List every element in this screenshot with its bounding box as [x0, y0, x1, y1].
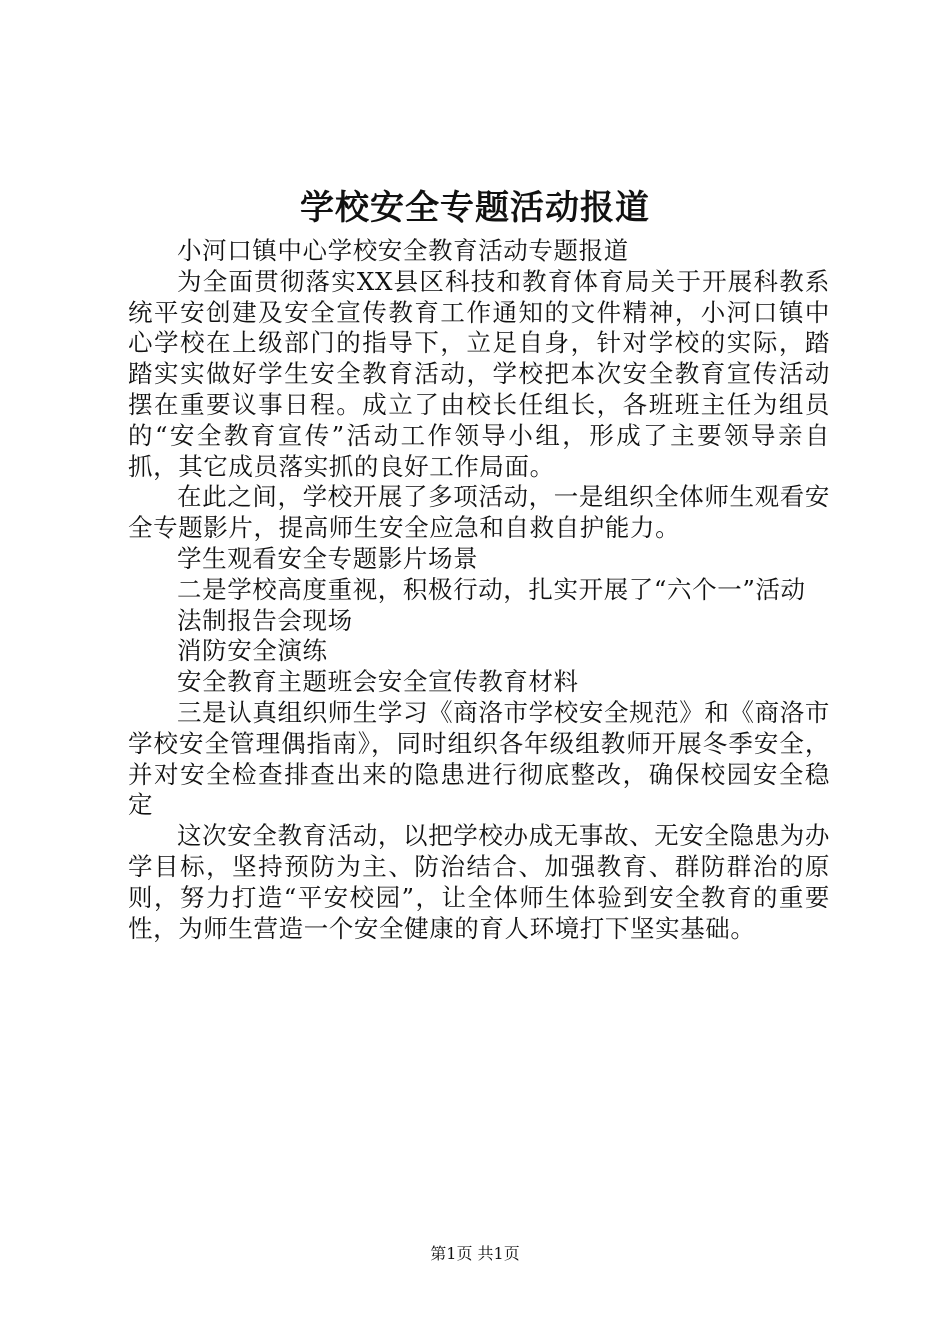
- body-paragraph-5: 法制报告会现场: [177, 605, 353, 635]
- body-paragraph-2: 在此之间，学校开展了多项活动，一是组织全体师生观看安全专题影片，提高师生安全应急和自救自护能力。: [128, 482, 830, 543]
- body-paragraph-4: 二是学校高度重视，积极行动，扎实开展了“六个一”活动: [177, 574, 806, 604]
- page-footer: 第1页 共1页: [430, 1244, 520, 1263]
- body-paragraph-1: 为全面贯彻落实XX县区科技和教育体育局关于开展科教系统平安创建及安全宣传教育工作通知的文件精神，小河口镇中心学校在上级部门的指导下，立足自身，针对学校的实际，踏踏实实做好学生安全教育活动，学校把本次安全教育宣传活动摆在重要议事日程。成立了由校长任组长，各班班主任为组员的“安全教育宣传”活动工作领导小组，形成了主要领导亲自抓，其它成员落实抓的良好工作局面。: [128, 266, 830, 481]
- body-paragraph-7: 安全教育主题班会安全宣传教育材料: [177, 667, 579, 697]
- document-body: [128, 236, 830, 944]
- body-paragraph-8: 三是认真组织师生学习《商洛市学校安全规范》和《商洛市学校安全管理偶指南》，同时组织各年级组教师开展冬季安全，并对安全检查排查出来的隐患进行彻底整改，确保校园安全稳定: [128, 697, 830, 820]
- body-paragraph-3: 学生观看安全专题影片场景: [177, 543, 479, 573]
- body-paragraph-9: 这次安全教育活动，以把学校办成无事故、无安全隐患为办学目标，坚持预防为主、防治结合、加强教育、群防群治的原则，努力打造“平安校园”，让全体师生体验到安全教育的重要性，为师生营造一个安全健康的育人环境打下坚实基础。: [128, 821, 830, 943]
- document-title: 学校安全专题活动报道: [300, 188, 650, 228]
- subtitle-paragraph: 小河口镇中心学校安全教育活动专题报道: [177, 236, 629, 265]
- body-paragraph-6: 消防安全演练: [177, 636, 328, 666]
